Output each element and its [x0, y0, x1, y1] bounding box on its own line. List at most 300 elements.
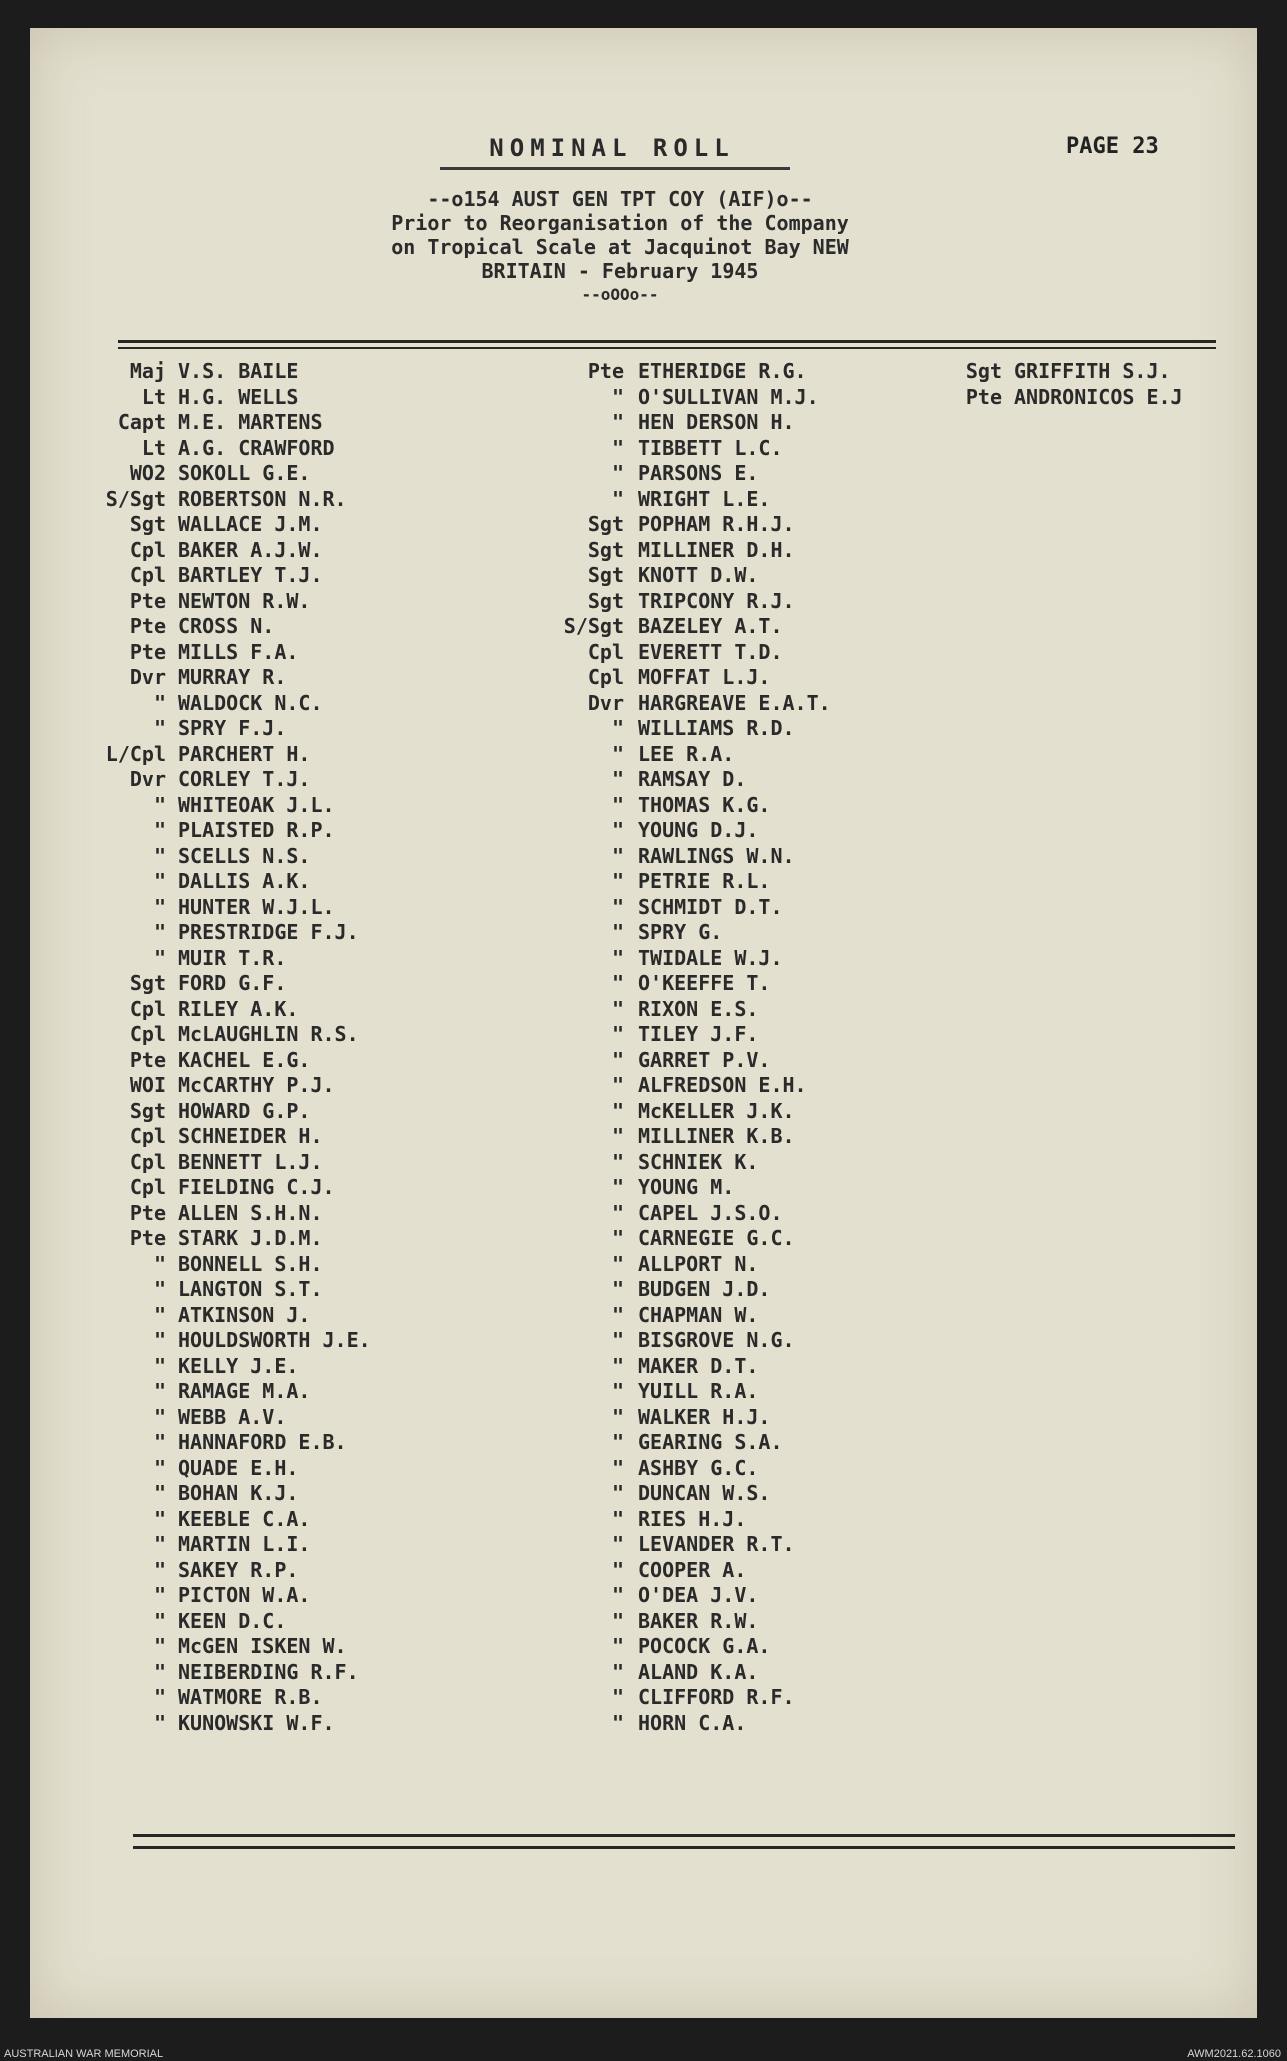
entry-rank: Dvr	[129, 665, 166, 689]
roll-entry	[0, 1201, 520, 1227]
entry-rank: "	[153, 1710, 166, 1735]
entry-name: STARK J.D.M.	[178, 1226, 323, 1250]
roll-entry	[0, 716, 520, 742]
roll-entry	[0, 1379, 520, 1405]
roll-entry	[520, 1456, 950, 1482]
entry-name: MUIR T.R.	[178, 945, 287, 970]
entry-name: LANGTON S.T.	[178, 1277, 323, 1301]
entry-name: KEEN D.C.	[178, 1608, 287, 1633]
entry-name: YOUNG D.J.	[638, 818, 759, 842]
entry-rank: "	[153, 1455, 166, 1480]
roll-entry	[0, 971, 520, 997]
ornament-line: --oOOo--	[581, 285, 659, 304]
entry-rank: "	[153, 1277, 166, 1301]
roll-entry	[520, 589, 950, 615]
entry-name: GRIFFITH S.J.	[1014, 359, 1171, 383]
entry-rank: "	[153, 1532, 166, 1556]
entry-name: BISGROVE N.G.	[638, 1328, 795, 1352]
entry-name: NEIBERDING R.F.	[178, 1659, 359, 1684]
entry-rank: Dvr	[129, 767, 166, 791]
entry-name: TWIDALE W.J.	[638, 945, 783, 970]
entry-name: BAZELEY A.T.	[638, 614, 783, 638]
entry-rank: Cpl	[129, 1175, 166, 1199]
entry-rank: "	[153, 1685, 166, 1709]
entry-name: POPHAM R.H.J.	[638, 512, 795, 536]
roll-entry	[0, 1022, 520, 1048]
entry-rank: "	[611, 1022, 624, 1046]
entry-rank: "	[611, 767, 624, 791]
roll-entry	[520, 1150, 950, 1176]
entry-name: HORN C.A.	[638, 1710, 747, 1735]
roll-entry	[0, 1609, 520, 1635]
subtitle-line-2: on Tropical Scale at Jacquinot Bay NEW	[391, 235, 849, 259]
entry-name: WATMORE R.B.	[178, 1685, 323, 1709]
entry-name: DALLIS A.K.	[178, 869, 311, 893]
entry-name: WEBB A.V.	[178, 1404, 287, 1429]
roll-entry	[0, 1150, 520, 1176]
entry-rank: "	[611, 1328, 624, 1352]
entry-rank: Cpl	[129, 1022, 166, 1046]
entry-name: McCARTHY P.J.	[178, 1073, 335, 1097]
entry-name: A.G. CRAWFORD	[178, 435, 335, 460]
entry-name: WILLIAMS R.D.	[638, 716, 795, 740]
roll-entry	[520, 1507, 950, 1533]
entry-name: H.G. WELLS	[178, 384, 299, 409]
entry-name: ALLPORT N.	[638, 1251, 759, 1276]
entry-rank: "	[611, 1659, 624, 1684]
entry-rank: Lt	[141, 384, 166, 409]
entry-name: ALLEN S.H.N.	[178, 1200, 323, 1225]
entry-name: GARRET P.V.	[638, 1047, 771, 1072]
entry-name: THOMAS K.G.	[638, 792, 771, 817]
roll-entry	[0, 1532, 520, 1558]
entry-name: COOPER A.	[638, 1557, 747, 1582]
roll-entry	[0, 691, 520, 717]
roll-entry	[0, 920, 520, 946]
roll-entry	[0, 1099, 520, 1125]
entry-name: TIBBETT L.C.	[638, 435, 783, 460]
roll-entry	[520, 1379, 950, 1405]
entry-name: ASHBY G.C.	[638, 1455, 759, 1480]
roll-column-2	[520, 359, 950, 1736]
entry-name: HOULDSWORTH J.E.	[178, 1328, 371, 1352]
roll-entry	[520, 410, 950, 436]
entry-rank: "	[611, 1634, 624, 1658]
roll-entry	[520, 716, 950, 742]
roll-entry	[0, 1226, 520, 1252]
entry-rank: "	[611, 1226, 624, 1250]
entry-rank: WOI	[129, 1073, 166, 1097]
entry-name: PETRIE R.L.	[638, 869, 771, 893]
entry-rank: Cpl	[129, 537, 166, 562]
entry-rank: Sgt	[587, 512, 624, 536]
entry-rank: "	[611, 843, 624, 868]
entry-name: MILLINER K.B.	[638, 1124, 795, 1148]
entry-rank: Cpl	[129, 996, 166, 1021]
entry-name: QUADE E.H.	[178, 1455, 299, 1480]
entry-name: TILEY J.F.	[638, 1022, 759, 1046]
entry-name: BUDGEN J.D.	[638, 1277, 771, 1301]
roll-entry	[520, 563, 950, 589]
entry-rank: "	[611, 1353, 624, 1378]
entry-name: CLIFFORD R.F.	[638, 1685, 795, 1709]
entry-name: SCHNEIDER H.	[178, 1124, 323, 1148]
entry-name: DUNCAN W.S.	[638, 1481, 771, 1505]
entry-name: MAKER D.T.	[638, 1353, 759, 1378]
roll-entry	[520, 1685, 950, 1711]
entry-name: SOKOLL G.E.	[178, 461, 311, 485]
entry-rank: "	[153, 843, 166, 868]
entry-name: MILLINER D.H.	[638, 537, 795, 562]
roll-entry	[520, 538, 950, 564]
top-rule-thin	[118, 347, 1216, 349]
entry-rank: Capt	[117, 410, 166, 434]
roll-entry	[0, 869, 520, 895]
roll-entry	[520, 946, 950, 972]
entry-name: PLAISTED R.P.	[178, 818, 335, 842]
entry-rank: "	[153, 1659, 166, 1684]
roll-entry	[0, 1558, 520, 1584]
entry-rank: "	[153, 945, 166, 970]
entry-rank: Pte	[129, 1047, 166, 1072]
entry-rank: "	[153, 1328, 166, 1352]
entry-name: BENNETT L.J.	[178, 1149, 323, 1174]
roll-entry	[0, 1175, 520, 1201]
roll-entry	[0, 1303, 520, 1329]
entry-rank: Pte	[587, 359, 624, 383]
entry-name: TRIPCONY R.J.	[638, 588, 795, 613]
roll-entry	[0, 1685, 520, 1711]
roll-entry	[520, 1099, 950, 1125]
entry-name: POCOCK G.A.	[638, 1634, 771, 1658]
roll-entry	[520, 1175, 950, 1201]
entry-rank: Sgt	[129, 971, 166, 995]
entry-rank: "	[611, 1302, 624, 1327]
roll-entry	[520, 997, 950, 1023]
entry-name: PARSONS E.	[638, 461, 759, 485]
roll-entry	[0, 1124, 520, 1150]
roll-entry	[0, 359, 520, 385]
roll-entry	[520, 385, 950, 411]
entry-rank: Lt	[141, 435, 166, 460]
entry-rank: Sgt	[587, 588, 624, 613]
entry-name: BOHAN K.J.	[178, 1481, 299, 1505]
entry-rank: Sgt	[587, 563, 624, 587]
entry-name: WALKER H.J.	[638, 1404, 771, 1429]
entry-rank: Cpl	[129, 1149, 166, 1174]
entry-rank: "	[611, 1277, 624, 1301]
entry-rank: "	[611, 1200, 624, 1225]
unit-heading: --o154 AUST GEN TPT COY (AIF)o--	[427, 187, 813, 211]
entry-rank: "	[611, 435, 624, 460]
entry-name: BARTLEY T.J.	[178, 563, 323, 587]
roll-entry	[0, 1048, 520, 1074]
entry-name: SPRY G.	[638, 920, 723, 944]
entry-name: ALFREDSON E.H.	[638, 1073, 807, 1097]
entry-name: EVERETT T.D.	[638, 639, 783, 664]
entry-rank: "	[153, 894, 166, 919]
entry-rank: Cpl	[587, 639, 624, 664]
entry-name: BAKER A.J.W.	[178, 537, 323, 562]
entry-rank: "	[611, 1608, 624, 1633]
entry-name: FORD G.F.	[178, 971, 287, 995]
roll-entry	[0, 385, 520, 411]
entry-name: LEVANDER R.T.	[638, 1532, 795, 1556]
entry-name: LEE R.A.	[638, 741, 735, 766]
entry-rank: "	[611, 1124, 624, 1148]
entry-rank: "	[611, 1685, 624, 1709]
entry-name: SPRY F.J.	[178, 716, 287, 740]
roll-entry	[520, 971, 950, 997]
entry-name: SCHNIEK K.	[638, 1149, 759, 1174]
roll-entry	[520, 691, 950, 717]
entry-rank: Pte	[129, 614, 166, 638]
entry-name: CARNEGIE G.C.	[638, 1226, 795, 1250]
entry-name: PARCHERT H.	[178, 741, 311, 766]
roll-entry	[520, 436, 950, 462]
entry-rank: Cpl	[587, 665, 624, 689]
entry-rank: Maj	[129, 359, 166, 383]
entry-rank: "	[153, 1481, 166, 1505]
roll-entry	[520, 818, 950, 844]
entry-rank: "	[153, 869, 166, 893]
roll-entry	[520, 487, 950, 513]
roll-entry	[520, 1124, 950, 1150]
roll-entry	[520, 1048, 950, 1074]
entry-rank: Cpl	[129, 1124, 166, 1148]
entry-name: HARGREAVE E.A.T.	[638, 690, 831, 715]
footer-institution: AUSTRALIAN WAR MEMORIAL	[4, 2048, 164, 2060]
page-number: PAGE 23	[1066, 134, 1159, 159]
entry-name: McLAUGHLIN R.S.	[178, 1022, 359, 1046]
roll-entry	[520, 844, 950, 870]
entry-name: WALDOCK N.C.	[178, 690, 323, 715]
entry-rank: "	[611, 1481, 624, 1505]
entry-name: PICTON W.A.	[178, 1583, 311, 1607]
roll-entry	[520, 1226, 950, 1252]
entry-rank: "	[611, 894, 624, 919]
entry-rank: "	[611, 1455, 624, 1480]
roll-entry	[0, 1073, 520, 1099]
entry-rank: Sgt	[129, 1098, 166, 1123]
entry-name: KNOTT D.W.	[638, 563, 759, 587]
roll-entry	[520, 793, 950, 819]
roll-entry	[0, 640, 520, 666]
entry-name: GEARING S.A.	[638, 1430, 783, 1454]
roll-entry	[950, 385, 1240, 411]
roll-entry	[520, 640, 950, 666]
entry-name: SAKEY R.P.	[178, 1557, 299, 1582]
entry-rank: "	[611, 1557, 624, 1582]
entry-rank: "	[153, 1404, 166, 1429]
entry-name: RIXON E.S.	[638, 996, 759, 1021]
roll-entry	[520, 1634, 950, 1660]
entry-rank: L/Cpl	[105, 741, 166, 766]
entry-rank: "	[611, 1251, 624, 1276]
entry-rank: "	[611, 1047, 624, 1072]
entry-rank: "	[611, 1506, 624, 1531]
roll-entry	[520, 1303, 950, 1329]
roll-entry	[950, 359, 1240, 385]
entry-name: O'SULLIVAN M.J.	[638, 384, 819, 409]
roll-entry	[520, 1252, 950, 1278]
entry-name: RAMAGE M.A.	[178, 1379, 311, 1403]
entry-name: YOUNG M.	[638, 1175, 735, 1199]
roll-entry	[0, 1507, 520, 1533]
entry-name: KELLY J.E.	[178, 1353, 299, 1378]
entry-rank: WO2	[129, 461, 166, 485]
entry-rank: Cpl	[129, 563, 166, 587]
entry-rank: "	[153, 792, 166, 817]
entry-rank: Sgt	[587, 537, 624, 562]
roll-entry	[520, 614, 950, 640]
entry-name: WHITEOAK J.L.	[178, 792, 335, 817]
subtitle-line-3: BRITAIN - February 1945	[481, 259, 759, 283]
entry-rank: Pte	[129, 1200, 166, 1225]
roll-entry	[520, 920, 950, 946]
entry-name: MOFFAT L.J.	[638, 665, 771, 689]
roll-entry	[520, 359, 950, 385]
roll-entry	[520, 1430, 950, 1456]
roll-entry	[520, 512, 950, 538]
entry-name: KEEBLE C.A.	[178, 1506, 311, 1531]
roll-entry	[520, 461, 950, 487]
roll-entry	[520, 895, 950, 921]
entry-rank: Pte	[129, 1226, 166, 1250]
entry-rank: Sgt	[129, 512, 166, 536]
entry-rank: "	[153, 1379, 166, 1403]
title-underline	[440, 167, 790, 170]
roll-entry	[520, 1711, 950, 1737]
entry-name: SCELLS N.S.	[178, 843, 311, 868]
entry-name: YUILL R.A.	[638, 1379, 759, 1403]
entry-name: MILLS F.A.	[178, 639, 299, 664]
roll-entry	[0, 436, 520, 462]
entry-rank: "	[611, 1532, 624, 1556]
entry-rank: "	[611, 869, 624, 893]
roll-entry	[0, 1405, 520, 1431]
entry-name: NEWTON R.W.	[178, 588, 311, 613]
entry-rank: Dvr	[587, 690, 624, 715]
entry-rank: "	[611, 1073, 624, 1097]
entry-rank: "	[611, 996, 624, 1021]
roll-entry	[520, 1583, 950, 1609]
entry-name: WALLACE J.M.	[178, 512, 323, 536]
roll-entry	[0, 818, 520, 844]
roll-entry	[0, 589, 520, 615]
entry-rank: "	[153, 1302, 166, 1327]
entry-rank: "	[611, 461, 624, 485]
roll-entry	[0, 946, 520, 972]
roll-entry	[520, 1328, 950, 1354]
roll-entry	[0, 461, 520, 487]
entry-name: SCHMIDT D.T.	[638, 894, 783, 919]
roll-entry	[520, 1201, 950, 1227]
entry-rank: "	[153, 1353, 166, 1378]
subtitle-line-1: Prior to Reorganisation of the Company	[391, 211, 849, 235]
entry-rank: Sgt	[965, 359, 1002, 383]
roll-entry	[520, 1354, 950, 1380]
entry-name: CROSS N.	[178, 614, 275, 638]
roll-entry	[520, 1558, 950, 1584]
entry-name: HOWARD G.P.	[178, 1098, 311, 1123]
entry-name: O'KEEFFE T.	[638, 971, 771, 995]
roll-entry	[0, 512, 520, 538]
roll-entry	[0, 538, 520, 564]
entry-rank: "	[153, 1608, 166, 1633]
entry-rank: "	[611, 1098, 624, 1123]
roll-entry	[0, 614, 520, 640]
entry-rank: "	[611, 1404, 624, 1429]
entry-name: MURRAY R.	[178, 665, 287, 689]
entry-name: WRIGHT L.E.	[638, 486, 771, 511]
roll-entry	[0, 410, 520, 436]
entry-name: RILEY A.K.	[178, 996, 299, 1021]
roll-entry	[520, 1609, 950, 1635]
roll-entry	[0, 1481, 520, 1507]
entry-rank: "	[153, 1557, 166, 1582]
entry-rank: "	[153, 1430, 166, 1454]
roll-entry	[0, 1277, 520, 1303]
entry-rank: "	[611, 1175, 624, 1199]
roll-entry	[0, 895, 520, 921]
roll-entry	[0, 1252, 520, 1278]
entry-rank: "	[611, 1430, 624, 1454]
entry-name: CAPEL J.S.O.	[638, 1200, 783, 1225]
entry-rank: "	[153, 1634, 166, 1658]
roll-entry	[520, 1405, 950, 1431]
entry-rank: "	[611, 410, 624, 434]
entry-rank: "	[611, 486, 624, 511]
roll-entry	[0, 563, 520, 589]
roll-entry	[0, 767, 520, 793]
entry-rank: "	[153, 920, 166, 944]
roll-entry	[520, 1532, 950, 1558]
entry-name: CHAPMAN W.	[638, 1302, 759, 1327]
roll-entry	[520, 742, 950, 768]
entry-name: KACHEL E.G.	[178, 1047, 311, 1072]
entry-name: HUNTER W.J.L.	[178, 894, 335, 919]
entry-name: BONNELL S.H.	[178, 1251, 323, 1276]
roll-entry	[520, 767, 950, 793]
roll-entry	[0, 665, 520, 691]
roll-entry	[0, 1354, 520, 1380]
entry-rank: "	[611, 792, 624, 817]
entry-rank: "	[611, 1710, 624, 1735]
roll-entry	[0, 1430, 520, 1456]
roll-entry	[0, 487, 520, 513]
roll-entry	[520, 1660, 950, 1686]
top-rule	[118, 340, 1216, 343]
entry-name: KUNOWSKI W.F.	[178, 1710, 335, 1735]
entry-name: PRESTRIDGE F.J.	[178, 920, 359, 944]
entry-name: O'DEA J.V.	[638, 1583, 759, 1607]
entry-name: ANDRONICOS E.J	[1014, 384, 1183, 409]
roll-entry	[520, 1073, 950, 1099]
footer-accession-number: AWM2021.62.1060	[1187, 2048, 1281, 2060]
entry-rank: "	[611, 741, 624, 766]
entry-name: RAWLINGS W.N.	[638, 843, 795, 868]
entry-name: McKELLER J.K.	[638, 1098, 795, 1123]
roll-entry	[0, 844, 520, 870]
roll-entry	[0, 997, 520, 1023]
bottom-rule-2	[133, 1846, 1235, 1849]
document-title: NOMINAL ROLL	[489, 134, 735, 162]
roll-entry	[520, 1277, 950, 1303]
entry-name: HANNAFORD E.B.	[178, 1430, 347, 1454]
bottom-rule	[133, 1834, 1235, 1837]
roll-entry	[0, 742, 520, 768]
